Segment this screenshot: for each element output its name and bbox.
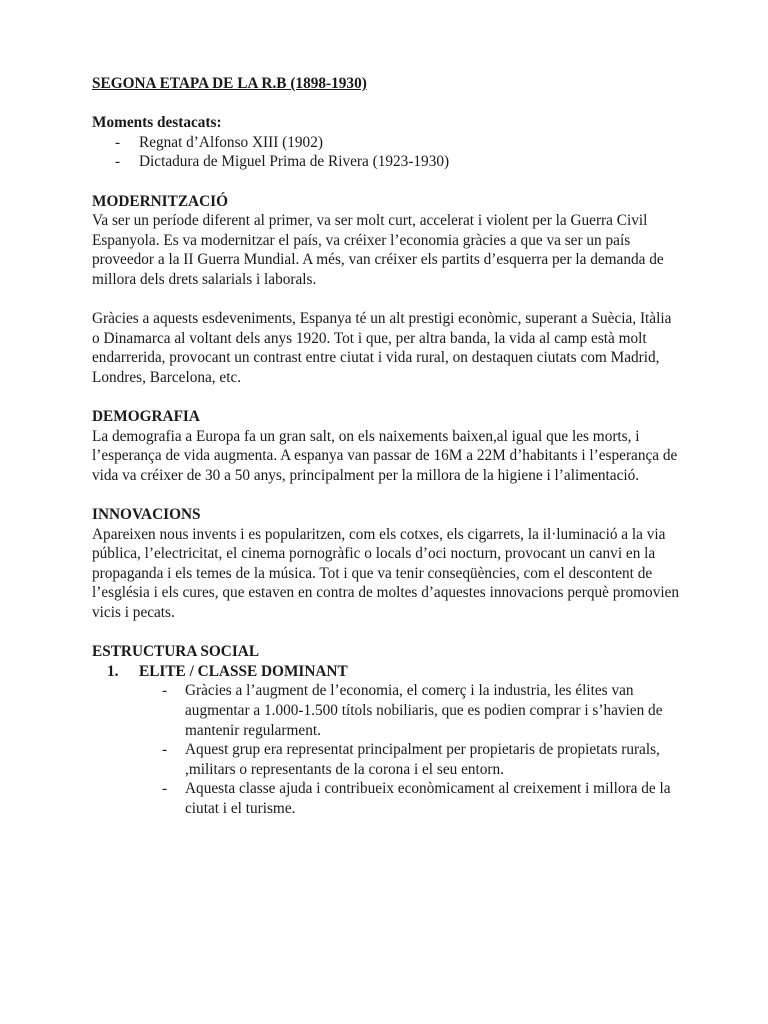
item-label: ELITE / CLASSE DOMINANT [139, 662, 348, 680]
demografia-heading: DEMOGRAFIA [92, 408, 200, 426]
document-page [92, 74, 682, 819]
moments-item: - Dictadura de Miguel Prima de Rivera (1923-1930) [92, 152, 682, 172]
spacer [92, 290, 682, 310]
modernitzacio-heading: MODERNITZACIÓ [92, 192, 228, 210]
spacer [92, 485, 682, 505]
spacer [92, 172, 682, 192]
elite-point: - Aquesta classe ajuda i contribueix econòmicament al creixement i millora de la ciutat i el turisme. [92, 779, 682, 818]
moments-item: - Regnat d’Alfonso XIII (1902) [92, 133, 682, 153]
spacer [92, 94, 682, 114]
elite-point: - Gràcies a l’augment de l’economia, el comerç i la industria, les élites van augmentar a 1.000-1.500 títols nobiliaris, que es podien comprar i s’havien de mantenir regularment. [92, 681, 682, 740]
document-title: SEGONA ETAPA DE LA R.B (1898-1930) [92, 75, 367, 92]
item-number: 1. [107, 662, 119, 680]
demografia-paragraph: La demografia a Europa fa un gran salt, on els naixements baixen,al igual que les morts, i l’esperança de vida augmenta. A espanya van passar de 16M a 22M d’habitants i l’esperança de vida va créixer de 30 a 50 anys, principalment per la millora de la higiene i l’alimentació. [92, 427, 678, 484]
numbered-item-elite [92, 662, 682, 682]
spacer [92, 623, 682, 643]
elite-points-list [92, 681, 682, 818]
estructura-heading: ESTRUCTURA SOCIAL [92, 643, 260, 661]
elite-point: - Aquest grup era representat principalment per propietaris de propietats rurals, ,militars o representants de la corona i el seu entorn. [92, 740, 682, 779]
spacer [92, 388, 682, 408]
modernitzacio-paragraph-1: Va ser un període diferent al primer, va ser molt curt, accelerat i violent per la Guerra Civil Espanyola. Es va modernitzar el país, va créixer l’economia gràcies a que va ser un país proveedor a la II Guerra Mundial. A més, van créixer els partits d’esquerra per la demanda de millora dels drets salarials i laborals. [92, 212, 664, 288]
innovacions-paragraph: Apareixen nous invents i es popularitzen, com els cotxes, els cigarrets, la il·luminació a la via pública, l’electricitat, el cinema pornogràfic o locals d’oci nocturn, provocant un canvi en la propaganda i els temes de la música. Tot i que va tenir conseqüències, com el descontent de l’església i els cures, que estaven en contra de moltes d’aquestes innovacions perquè promovien vicis i pecats. [92, 525, 680, 622]
modernitzacio-paragraph-2: Gràcies a aquests esdeveniments, Espanya té un alt prestigi econòmic, superant a Suècia, Itàlia o Dinamarca al voltant dels anys 1920. Tot i que, per altra banda, la vida al camp està molt endarrerida, provocant un contrast entre ciutat i vida rural, on destaquen ciutats com Madrid, Londres, Barcelona, etc. [92, 310, 672, 386]
moments-list [92, 133, 682, 172]
innovacions-heading: INNOVACIONS [92, 506, 201, 524]
moments-heading: Moments destacats: [92, 114, 222, 132]
